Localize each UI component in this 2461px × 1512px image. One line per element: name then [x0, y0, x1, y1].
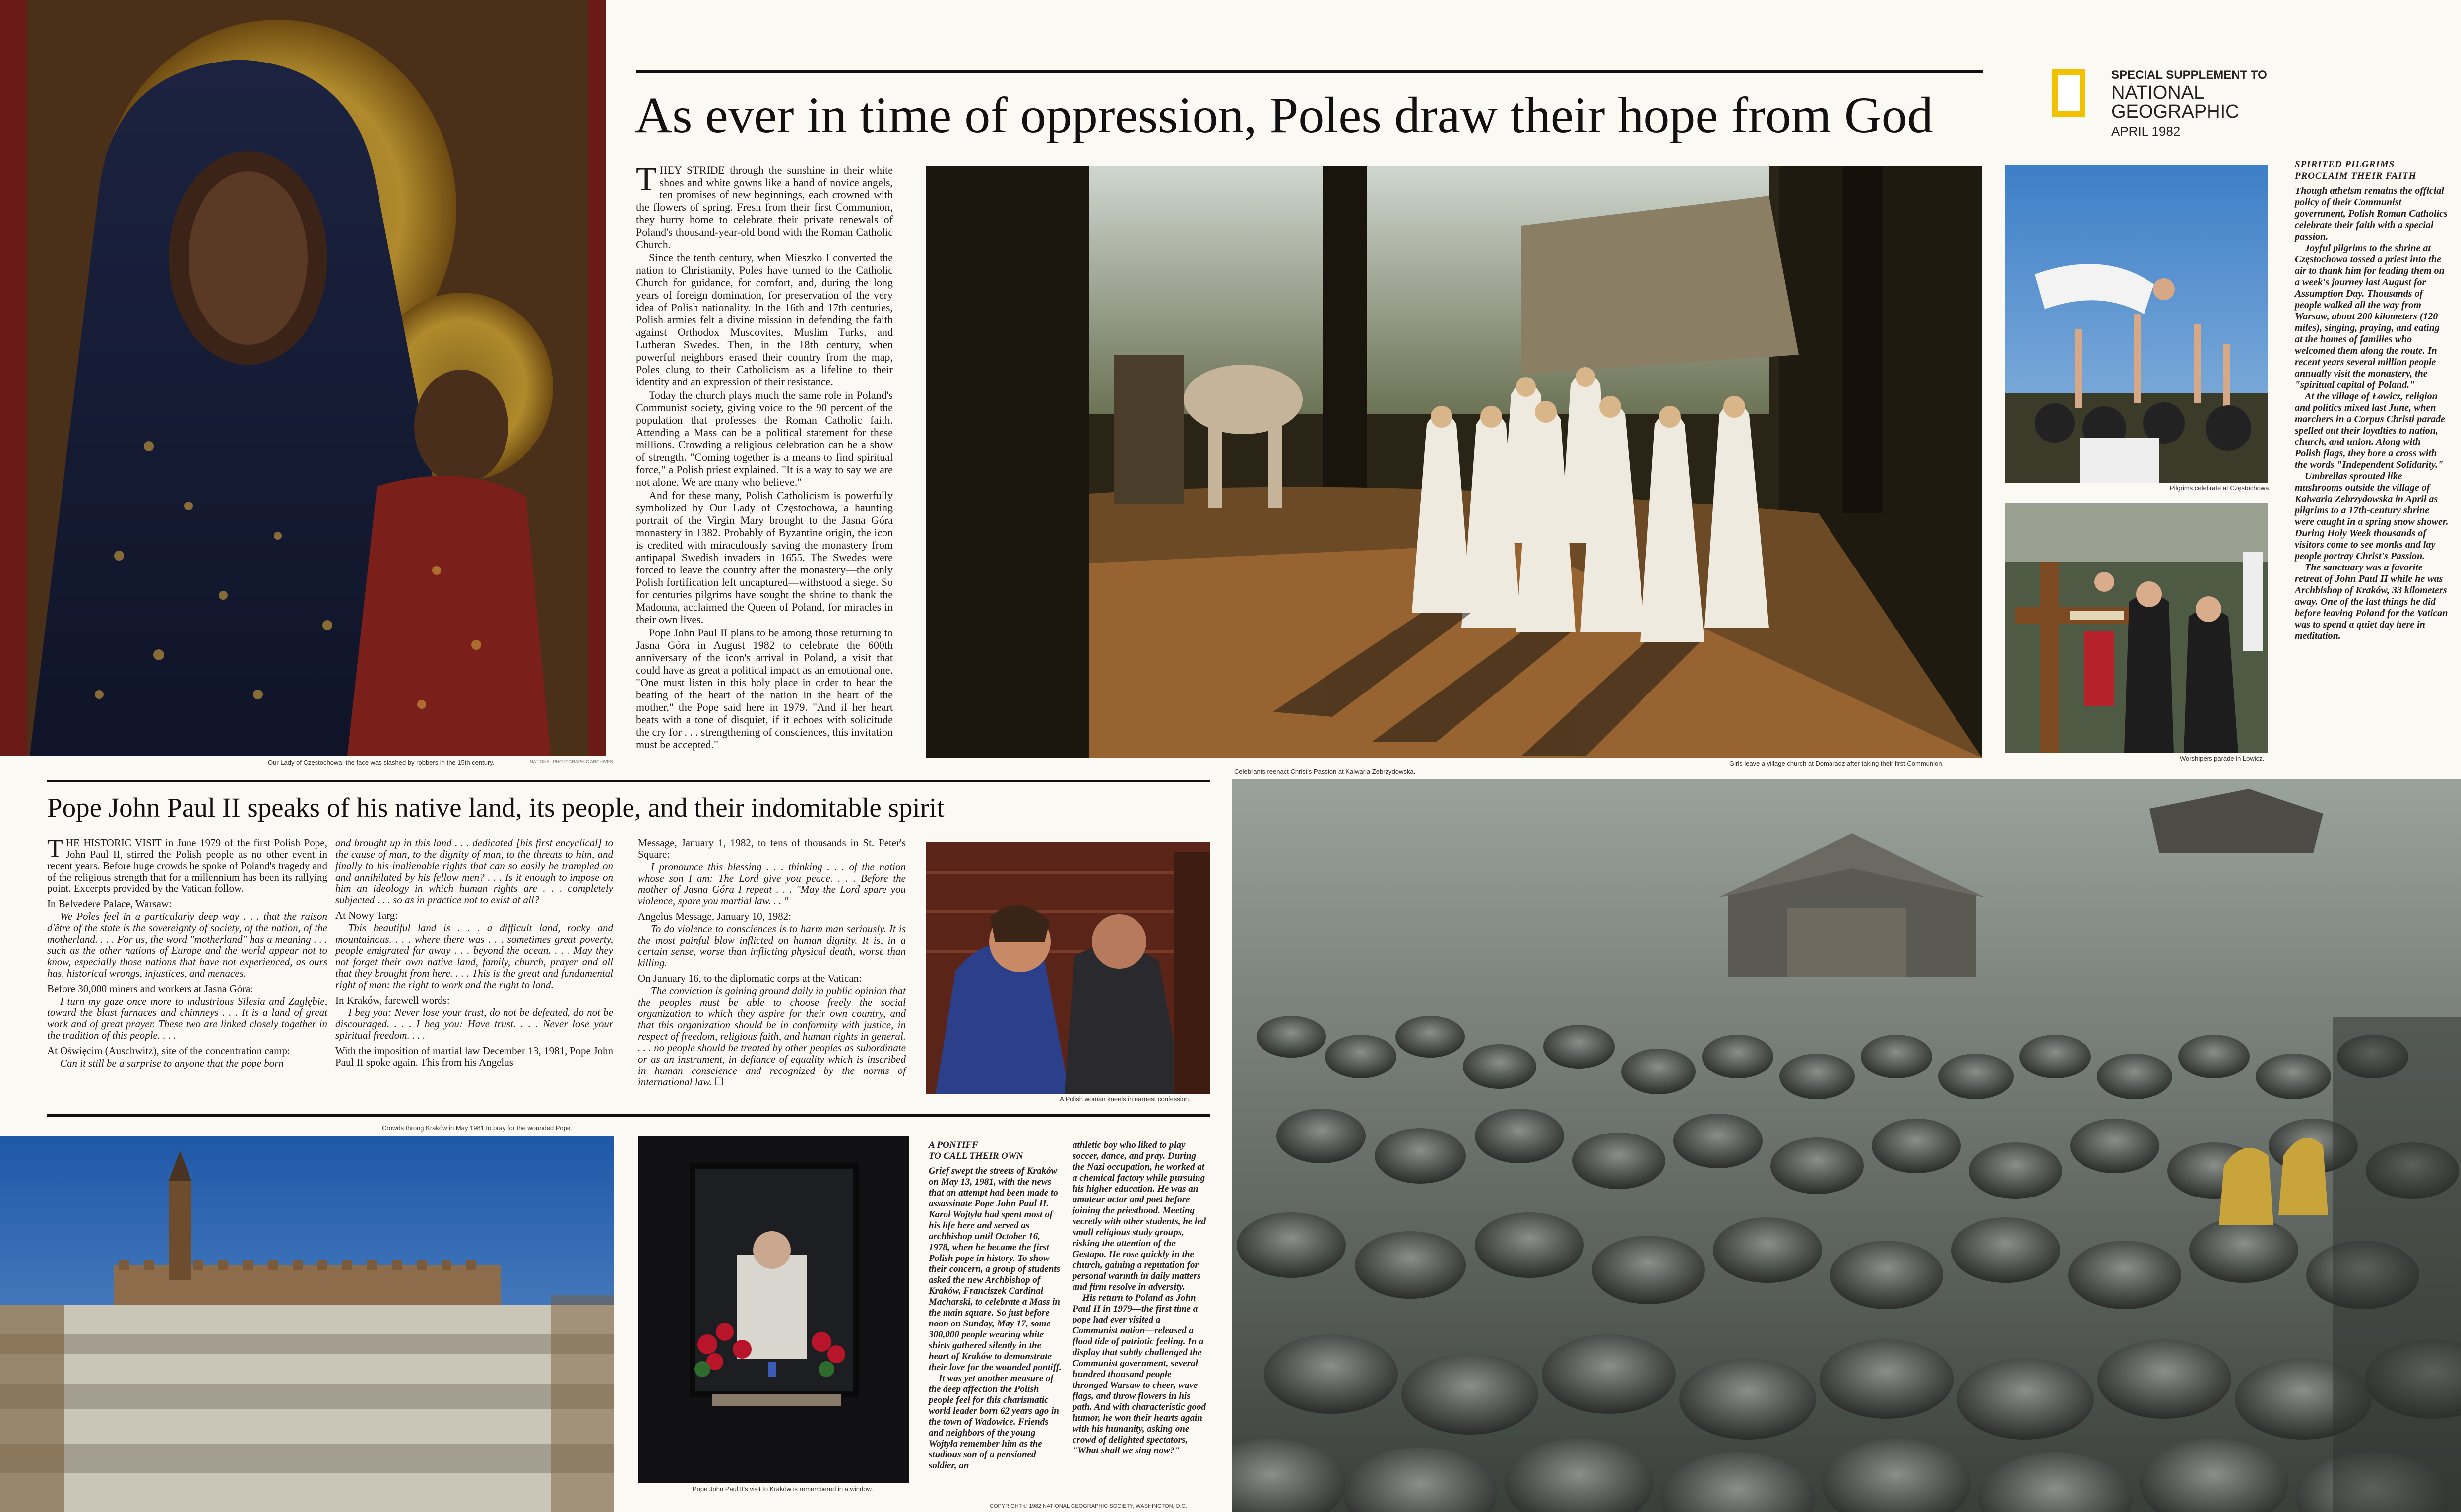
krakow-crowd-photo [0, 1136, 614, 1512]
sidebar-paragraph-2: Joyful pilgrims to the shrine at Częstochowa tossed a priest into the air to thank him for leading them on a week's journey last August for Assumption Day. Thousands of people walked all the way from Warsaw, about 200 kilometers (120 miles), singing, praying, and eating at the homes of families who welcomed them along the route. In recent years several million people annually visit the monastery, the "spiritual capital of Poland." [2295, 243, 2445, 390]
sidebar-paragraph-4: Umbrellas sprouted like mushrooms outside the village of Kalwaria Zebrzydowska in April as pilgrims to a 17th-century shrine were caught in a spring snow shower. During Holy Week thousands of visitors come to see monks and lay people portray Christ's Passion. [2295, 471, 2449, 562]
krakow-caption: Crowds throng Kraków in May 1981 to pray for the wounded Pope. [382, 1124, 572, 1132]
pope-location-2: Before 30,000 miners and workers at Jasna Góra: [47, 983, 253, 995]
girls-caption: Girls leave a village church at Domaradz after taking their first Communion. [1729, 760, 1944, 767]
pope-quote-1: We Poles feel in a particularly deep way . . . that the raison d'être of the state is the sovereignty of society, of the nation, of the motherland. . . . For us, the word "motherland" has a meaning . . . such as the other nations of Europe and the world appear not to know, especially those nations that have not experienced, as ours has, historical wrongs, injustices, and menaces. [47, 910, 327, 979]
passion-caption: Celebrants reenact Christ's Passion at Kalwaria Zebrzydowska. [1234, 768, 1416, 775]
copyright-notice: COPYRIGHT © 1982 NATIONAL GEOGRAPHIC SOCIETY, WASHINGTON, D.C. [990, 1503, 1187, 1509]
pope-quote-7: To do violence to consciences is to harm man seriously. It is the most painful blow inflicted on human dignity. It is, in a certain sense, worse than inflicting physical death, worse than killing. [638, 923, 906, 969]
top-paragraph-1: THEY STRIDE through the sunshine in their white shoes and white gowns like a band of novice angels, ten promises of new beginnings, each crowned with the flowers of spring. Fresh from their first Communion, they hurry home to celebrate their private renewals of Poland's thousand-year-old bond with the Roman Catholic Church. [636, 160, 893, 251]
top-dropcap: T [636, 160, 657, 197]
window-caption: Pope John Paul II's visit to Kraków is remembered in a window. [693, 1485, 873, 1493]
pope-location-4: At Nowy Targ: [335, 909, 398, 921]
pope-location-1: In Belvedere Palace, Warsaw: [47, 898, 172, 910]
top-paragraph-2: Since the tenth century, when Mieszko I converted the nation to Christianity, Poles have turned to the Catholic Church for guidance, for comfort, and, during the long years of foreign domination, for preservation of the very idea of Polish nationality. In the 16th and 17th centuries, Polish armies felt a divine mission in defending the faith against Orthodox Muscovites, Muslim Turks, and Lutheran Swedes. Then, in the 18th century, when powerful neighbors erased their country from the map, Poles clung to their Catholicism as a lifeline to their identity and an expression of their resistance. [636, 252, 893, 388]
end-mark: ☐ [714, 1076, 724, 1088]
pontiff-paragraph-3: athletic boy who liked to play soccer, dance, and pray. During the Nazi occupation, he worked at a chemical factory while pursuing his higher education. He was an amateur actor and poet before joining the priesthood. Meeting secretly with other students, he led small religious study groups, risking the attention of the Gestapo. He rose quickly in the church, gaining a reputation for personal warmth in daily matters and firm resolve in adversity. [1073, 1140, 1206, 1292]
pontiff-heading-2: TO CALL THEIR OWN [929, 1151, 1023, 1161]
pope-headline: Pope John Paul II speaks of his native land, its people, and their indomitable spirit [47, 792, 945, 822]
pope-window-photo [638, 1136, 909, 1483]
pontiff-heading-1: A PONTIFF [929, 1140, 978, 1150]
pope-quote-5: I beg you: Never lose your trust, do not be defeated, do not be discouraged. . . . I beg you: Have trust. . . . Never lose your spiritual freedom. . . . [335, 1007, 613, 1041]
pope-quote-3: Can it still be a surprise to anyone that the pope born [60, 1057, 284, 1069]
sidebar-paragraph-1: Though atheism remains the official policy of their Communist government, Polish Roman Catholics celebrate their faith with a special passion. [2295, 186, 2448, 242]
supplement-line-2: NATIONAL [2111, 82, 2205, 103]
supplement-line-1: SPECIAL SUPPLEMENT TO [2111, 68, 2267, 82]
lowicz-caption: Worshipers parade in Łowicz. [2180, 755, 2265, 762]
supplement-date: APRIL 1982 [2111, 124, 2181, 139]
icon-caption-credit: NATIONAL PHOTOGRAPHIC ARCHIVES [530, 759, 613, 764]
sidebar-heading-2: PROCLAIM THEIR FAITH [2295, 171, 2417, 181]
pope-intro: THE HISTORIC VISIT in June 1979 of the first Polish Pope, John Paul II, stirred the Polish people as no other event in recent years. Before huge crowds he spoke of Poland's tragedy and of the religious strength that for a millennium has been its rallying point. Excerpts provided by the Vatican follow. [47, 835, 327, 894]
top-paragraph-5: Pope John Paul II plans to be among those returning to Jasna Góra in August 1982 to celebrate the 600th anniversary of the icon's arrival in Poland, a visit that could have as great a political impact as an emotional one. "One must listen in this holy place in order to hear the beating of the heart of the nation in the heart of the mother," the Pope said here in 1979. "And if her heart beats with a tone of disquiet, if it echoes with solicitude the cry for . . . strengthening of consciences, this invitation must be accepted." [636, 627, 893, 751]
pope-location-5: In Kraków, farewell words: [335, 994, 450, 1006]
pope-quote-2: I turn my gaze once more to industrious Silesia and Zagłębie, toward the blast furnaces and chimneys . . . It is a land of great work and of great prayer. These two are linked closely together in the tradition of this people. . . . [47, 995, 327, 1041]
pontiff-column-1 [929, 1140, 1063, 1471]
supplement-line-3: GEOGRAPHIC [2111, 101, 2239, 122]
pontiff-paragraph-4: His return to Poland as John Paul II in 1979—the first time a pope had ever visited a Communist nation—released a flood tide of patriotic feeling. In a display that subtly challenged the Communist government, several hundred thousand people thronged Warsaw to cheer, wave flags, and throw flowers in his path. And with characteristic good humor, he won their hearts again with his humanity, asking one crowd of delighted spectators, "What shall we sing now?" [1073, 1293, 1206, 1456]
pontiff-paragraph-2: It was yet another measure of the deep affection the Polish people feel for this charismatic world leader born 62 years ago in the town of Wadowice. Friends and neighbors of the young Wojtyła remember him as the studious son of a pensioned soldier, an [929, 1373, 1059, 1471]
top-paragraph-3: Today the church plays much the same role in Poland's Communist society, giving voice to the 90 percent of the population that professes the Roman Catholic faith. Attending a Mass can be a political statement for these millions. Crowding a religious celebration can be a show of strength. "Coming together is a means to find spiritual force," a Polish priest explained. "It is a way to say we are not alone. We are many who believe." [636, 389, 893, 488]
pope-location-3: At Oświęcim (Auschwitz), site of the concentration camp: [47, 1045, 290, 1057]
pontiff-paragraph-1: Grief swept the streets of Kraków on May 13, 1981, with the news that an attempt had been made to assassinate Pope John Paul II. Karol Wojtyła had spent most of his life here and served as archbishop until October 16, 1978, when he became the first Polish pope in history. To show their concern, a group of students asked the new Archbishop of Kraków, Franciszek Cardinal Macharski, to celebrate a Mass in the main square. So just before noon on Sunday, May 17, some 300,000 people wearing white shirts gathered silently in the heart of Kraków to demonstrate their love for the wounded pontiff. [929, 1166, 1062, 1373]
pontiff-column-2 [1073, 1140, 1206, 1456]
sidebar-heading-1: SPIRITED PILGRIMS [2295, 159, 2395, 170]
pope-quote-3-continued: and brought up in this land . . . dedicated [his first encyclical] to the cause of man, to the dignity of man, to the threats to him, and finally to his inalienable rights that can so easily be trampled on and annihilated by his fellow men? . . . Is it enough to impose on him an ideology in which human rights are . . . completely subjected . . . so as in practice not to exist at all? [335, 837, 613, 906]
umbrellas-photo [1232, 779, 2461, 1512]
headline-rule [636, 70, 1983, 73]
pope-column-3 [638, 837, 906, 1089]
sidebar-paragraph-5: The sanctuary was a favorite retreat of John Paul II while he was Archbishop of Kraków, 33 kilometers away. One of the last things he did before leaving Poland for the Vatican was to spend a quiet day here in meditation. [2295, 562, 2448, 641]
pope-quote-4: This beautiful land is . . . a difficult land, rocky and mountainous. . . . where there was . . . sometimes great poverty, people emigrated far away . . . beyond the ocean. . . . May they not forget their own native land, family, church, prayer and all that they brought from here. . . . This is the great and fundamental right of man: the right to work and the right to land. [335, 922, 613, 991]
pilgrims-photo [2005, 165, 2268, 483]
pope-quote-6: I pronounce this blessing . . . thinking . . . of the nation whose son I am: The Lord give you peace. . . . Before the mother of Jasna Góra I repeat . . . "May the Lord spare you violence, spare you martial law. . . " [638, 861, 906, 907]
confession-photo [926, 842, 1210, 1094]
pope-column-1 [47, 837, 327, 1070]
headline-top: As ever in time of oppression, Poles draw their hope from God [635, 87, 1933, 144]
pope-quote-8: The conviction is gaining ground daily in public opinion that the peoples must be able to choose freely the social organization to which they aspire for their own country, and that this organization should be in conformity with justice, in respect of freedom, religious faith, and human rights in general. . . . no people should be treated by other peoples as subordinate or as an instrument, in defiance of equality which is inscribed in human conscience and recognized by the norms of international law. ☐ [638, 985, 906, 1088]
top-text-column [636, 160, 893, 752]
lowicz-parade-photo [2005, 503, 2268, 753]
pope-location-7: Angelus Message, January 10, 1982: [638, 910, 792, 922]
sidebar-paragraph-3: At the village of Łowicz, religion and politics mixed last June, when marchers in a Corpus Christi parade spelled out their loyalties to nation, church, and union. Along with Polish flags, they bore a cross with the words "Independent Solidarity." [2295, 391, 2445, 470]
pilgrims-caption: Pilgrims celebrate at Częstochowa. [2170, 484, 2271, 492]
pope-location-8: On January 16, to the diplomatic corps at the Vatican: [638, 972, 862, 984]
bottom-section-rule [47, 1114, 1210, 1117]
pope-martial-law: With the imposition of martial law December 13, 1981, Pope John Paul II spoke again. This from his Angelus [335, 1045, 613, 1068]
pope-section-rule [47, 780, 1210, 782]
pope-angelus-intro: Message, January 1, 1982, to tens of thousands in St. Peter's Square: [638, 837, 906, 860]
icon-madonna-photo [0, 0, 606, 756]
icon-caption: Our Lady of Częstochowa; the face was slashed by robbers in the 15th century. [268, 759, 495, 766]
national-geographic-logo [2052, 69, 2085, 117]
top-paragraph-4: And for these many, Polish Catholicism is powerfully symbolized by Our Lady of Częstochowa, a haunting portrait of the Virgin Mary brought to the Jasna Góra monastery in 1382. Probably of Byzantine origin, the icon is credited with miraculously saving the monastery from antipapal Swedish invaders in 1655. The Swedes were forced to leave the country after the monastery—the only Polish fortification left uncaptured—withstood a siege. So for centuries pilgrims have sought the shrine to thank the Madonna, acclaimed the Queen of Poland, for miracles in their own lives. [636, 489, 893, 626]
communion-girls-photo [926, 166, 1982, 758]
pope-dropcap: T [47, 835, 63, 863]
confession-caption: A Polish woman kneels in earnest confession. [1060, 1095, 1191, 1103]
sidebar-text [2295, 159, 2449, 642]
pope-column-2 [335, 837, 613, 1069]
